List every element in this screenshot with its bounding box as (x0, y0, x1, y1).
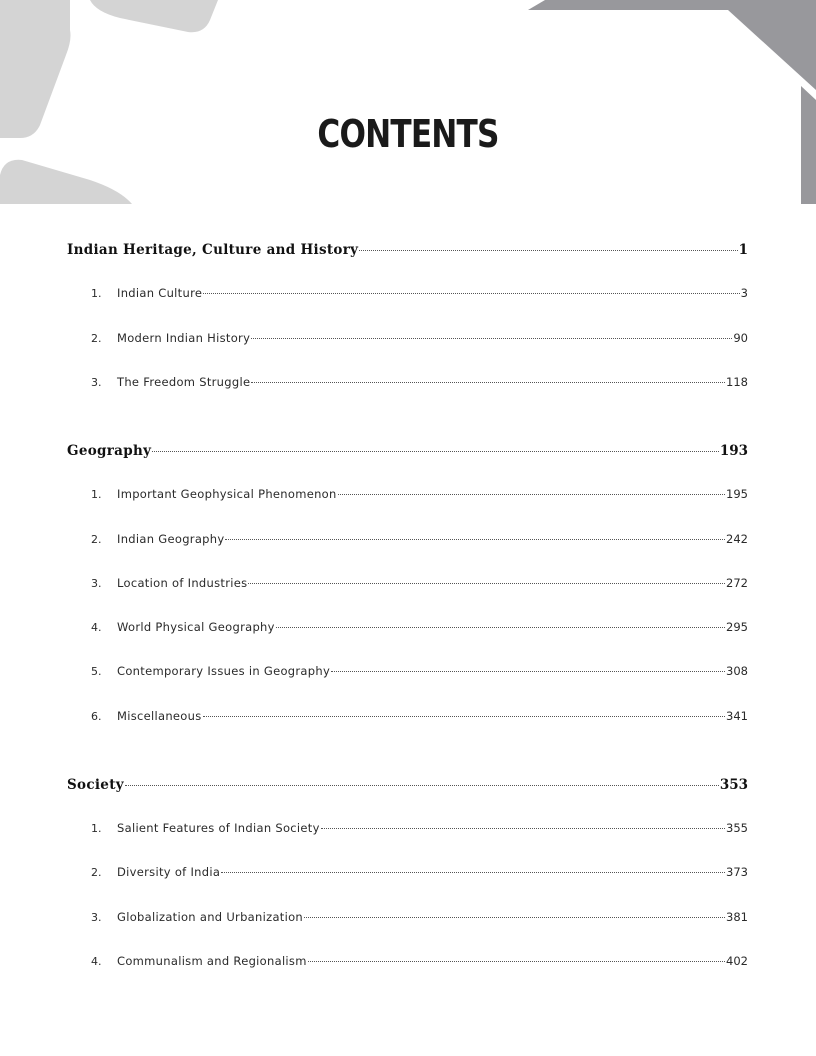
toc-item[interactable] (67, 664, 748, 678)
toc-item-page: 195 (726, 487, 748, 502)
toc-item[interactable] (67, 487, 748, 501)
toc-item-label: Modern Indian History (117, 330, 251, 345)
toc-item-page: 242 (726, 531, 748, 546)
toc-item-number: 1. (91, 287, 102, 301)
toc-item-number: 5. (91, 665, 102, 679)
toc-section[interactable] (67, 443, 748, 459)
toc-section-title: Indian Heritage, Culture and History (67, 242, 359, 258)
toc-item-number: 2. (91, 331, 102, 345)
dot-leader (276, 627, 725, 628)
toc-section[interactable] (67, 777, 748, 793)
toc-item-label: World Physical Geography (117, 620, 275, 635)
dot-leader (248, 583, 725, 584)
toc-section-title: Geography (67, 442, 152, 459)
toc-item-label: Location of Industries (117, 575, 248, 590)
dot-leader (152, 451, 719, 452)
toc-item-label: Globalization and Urbanization (117, 909, 304, 924)
page-title: CONTENTS (317, 112, 499, 156)
toc-item-label: Salient Features of Indian Society (117, 821, 320, 835)
toc-item-page: 402 (726, 953, 748, 968)
toc-item[interactable] (67, 286, 748, 300)
toc-item[interactable] (67, 576, 748, 590)
dot-leader (221, 872, 725, 873)
header-decoration (0, 0, 816, 204)
toc-item-label: Diversity of India (117, 865, 221, 880)
toc-item[interactable] (67, 954, 748, 968)
toc-item-page: 308 (726, 664, 748, 679)
toc-item-number: 4. (91, 954, 102, 968)
toc-item-number: 2. (91, 532, 102, 546)
toc-item-page: 90 (733, 330, 748, 345)
toc-item-page: 341 (726, 708, 748, 723)
dot-leader (225, 539, 725, 540)
toc-item[interactable] (67, 865, 748, 879)
dot-leader (203, 293, 739, 294)
toc-item-number: 1. (91, 822, 102, 835)
toc-item-number: 3. (91, 375, 102, 389)
toc-item[interactable] (67, 532, 748, 546)
toc-item-label: Miscellaneous (117, 708, 202, 723)
toc-item-label: Indian Culture (117, 286, 203, 301)
dot-leader (331, 671, 725, 672)
dot-leader (338, 494, 725, 495)
toc-section[interactable] (67, 242, 748, 258)
toc-item-number: 3. (91, 576, 102, 590)
toc-item-page: 272 (726, 575, 748, 590)
toc-item-number: 6. (91, 709, 102, 723)
dot-leader (251, 382, 725, 383)
toc-section-page: 193 (719, 442, 748, 459)
toc-item-page: 373 (726, 865, 748, 880)
toc-item[interactable] (67, 821, 748, 835)
toc-item-label: Communalism and Regionalism (117, 953, 307, 968)
toc-item[interactable] (67, 709, 748, 723)
toc-section-page: 353 (719, 776, 748, 793)
toc-item[interactable] (67, 375, 748, 389)
dot-leader (359, 250, 737, 251)
toc-item[interactable] (67, 620, 748, 634)
dot-leader (304, 917, 725, 918)
toc-item-page: 118 (726, 374, 748, 389)
toc-item-page: 381 (726, 909, 748, 924)
decor-shape-top-right-corner (728, 10, 816, 90)
decor-shape-top-strip (90, 0, 218, 32)
decor-shape-top-right-band (528, 0, 816, 10)
decor-shape-right-bar (801, 86, 816, 204)
dot-leader (203, 716, 726, 717)
decorative-shapes (0, 0, 816, 204)
toc-item[interactable] (67, 331, 748, 345)
decor-shape-bottom-left (0, 160, 132, 204)
toc-item-label: The Freedom Struggle (117, 374, 251, 389)
toc-item[interactable] (67, 910, 748, 924)
toc-item-label: Contemporary Issues in Geography (117, 664, 331, 679)
toc-item-page: 295 (726, 620, 748, 635)
dot-leader (125, 785, 719, 786)
toc-item-number: 4. (91, 621, 102, 635)
toc-item-number: 1. (91, 488, 102, 502)
dot-leader (308, 961, 725, 962)
toc-item-label: Important Geophysical Phenomenon (117, 487, 337, 502)
toc-section-title: Society (67, 776, 124, 793)
toc-item-number: 2. (91, 866, 102, 880)
toc-item-number: 3. (91, 910, 102, 924)
dot-leader (251, 338, 732, 339)
toc-item-page: 355 (726, 821, 748, 835)
decor-shape-top-left (0, 0, 71, 138)
toc-item-label: Indian Geography (117, 531, 225, 546)
dot-leader (321, 828, 725, 829)
toc-item-page: 3 (740, 286, 748, 301)
toc-section-page: 1 (738, 242, 748, 258)
